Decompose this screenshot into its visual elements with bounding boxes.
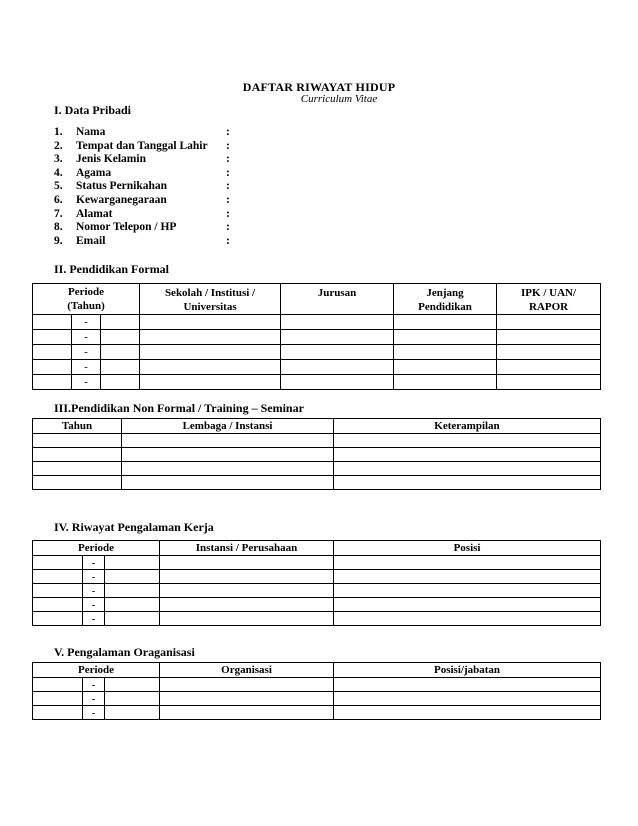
table-cell[interactable] [160,570,334,584]
field-label: Kewarganegaraan [76,194,167,206]
pengalaman-kerja-table [32,540,601,626]
header-lembaga: Lembaga / Instansi [122,419,334,434]
table-cell[interactable] [33,476,122,490]
section-organisasi-title: V. Pengalaman Oraganisasi [54,645,195,659]
table-row [33,556,601,570]
field-number: 6. [54,194,63,206]
table-cell[interactable] [334,476,601,490]
table-cell[interactable] [334,462,601,476]
field-row [54,180,230,194]
table-cell[interactable] [334,448,601,462]
table-cell[interactable] [497,360,601,375]
table-cell[interactable]: - [72,315,101,330]
table-cell[interactable] [33,706,83,720]
table-cell[interactable] [497,330,601,345]
table-cell[interactable] [160,678,334,692]
table-row [33,692,601,706]
table-cell[interactable] [334,570,601,584]
table-cell[interactable] [281,330,394,345]
table-row [33,678,601,692]
table-cell[interactable] [334,598,601,612]
field-row [54,194,230,208]
table-cell[interactable] [140,315,281,330]
table-cell[interactable] [160,598,334,612]
pendidikan-non-formal-table [32,418,601,490]
table-cell[interactable] [105,678,160,692]
table-cell[interactable] [334,434,601,448]
table-cell[interactable] [122,476,334,490]
table-row [33,345,601,360]
field-colon: : [226,153,230,166]
section-pendidikan-formal-title: II. Pendidikan Formal [54,262,170,276]
table-cell[interactable] [33,678,83,692]
field-colon: : [226,166,230,179]
header-periode: Periode (Tahun) [33,284,140,315]
header-periode: Periode [33,663,160,678]
table-cell[interactable]: - [72,375,101,390]
table-cell[interactable] [334,584,601,598]
table-cell[interactable] [281,345,394,360]
table-cell[interactable] [105,556,160,570]
table-cell[interactable]: - [83,612,105,626]
table-cell[interactable] [101,375,140,390]
header-keterampilan: Keterampilan [334,419,601,434]
table-cell[interactable] [160,612,334,626]
table-cell[interactable]: - [83,706,105,720]
table-cell[interactable] [394,375,497,390]
table-cell[interactable]: - [83,570,105,584]
table-cell[interactable]: - [83,678,105,692]
field-colon: : [226,180,230,193]
field-row [54,153,230,167]
table-cell[interactable] [122,448,334,462]
table-cell[interactable] [160,692,334,706]
table-cell[interactable] [105,612,160,626]
table-cell[interactable] [105,706,160,720]
field-colon: : [226,194,230,206]
field-row [54,167,230,181]
table-cell[interactable] [334,706,601,720]
table-row [33,448,601,462]
field-row [54,235,230,249]
field-row [54,221,230,235]
table-cell[interactable]: - [83,598,105,612]
table-cell[interactable] [394,330,497,345]
field-number: 8. [54,221,63,234]
table-row [33,706,601,720]
field-label: Email [76,234,106,247]
table-cell[interactable] [334,692,601,706]
field-label: Status Pernikahan [76,180,168,193]
pendidikan-formal-table [32,283,601,390]
header-periode: Periode [33,541,160,556]
field-label: Agama [76,166,112,179]
document-subtitle: Curriculum Vitae [300,93,378,105]
table-cell[interactable] [140,360,281,375]
table-cell[interactable] [33,570,83,584]
table-cell[interactable] [334,678,601,692]
section-pengalaman-kerja-title: IV. Riwayat Pengalaman Kerja [54,520,214,534]
table-row [33,330,601,345]
table-cell[interactable] [33,345,72,360]
table-cell[interactable] [105,598,160,612]
table-cell[interactable] [101,315,140,330]
field-colon: : [226,234,230,247]
field-number: 5. [54,180,63,193]
table-cell[interactable] [105,584,160,598]
field-label: Jenis Kelamin [76,153,146,166]
table-cell[interactable] [394,345,497,360]
table-cell[interactable] [33,360,72,375]
table-cell[interactable] [497,345,601,360]
field-number: 2. [54,139,63,152]
table-cell[interactable] [160,556,334,570]
document-title: DAFTAR RIWAYAT HIDUP [242,80,396,94]
table-row [33,476,601,490]
table-cell[interactable] [497,315,601,330]
table-cell[interactable] [33,584,83,598]
table-cell[interactable] [394,315,497,330]
table-cell[interactable] [33,692,83,706]
field-number: 7. [54,207,63,220]
table-row [33,315,601,330]
field-label: Nomor Telepon / HP [76,221,177,234]
pengalaman-organisasi-table [32,662,601,720]
field-row [54,126,230,140]
table-row [33,570,601,584]
table-cell[interactable] [140,330,281,345]
table-row [33,360,601,375]
field-row [54,208,230,222]
table-cell[interactable]: - [72,360,101,375]
table-cell[interactable] [122,462,334,476]
table-cell[interactable]: - [72,330,101,345]
header-tahun: Tahun [33,419,122,434]
table-row [33,462,601,476]
field-colon: : [226,221,230,234]
header-instansi: Instansi / Perusahaan [160,541,334,556]
field-number: 9. [54,234,63,247]
field-label: Tempat dan Tanggal Lahir [76,139,208,152]
table-cell[interactable] [33,556,83,570]
table-cell[interactable]: - [83,584,105,598]
header-posisi-jabatan: Posisi/jabatan [334,663,601,678]
table-cell[interactable] [122,434,334,448]
field-number: 3. [54,153,63,166]
table-cell[interactable] [160,706,334,720]
table-cell[interactable] [394,360,497,375]
header-organisasi: Organisasi [160,663,334,678]
table-cell[interactable] [101,330,140,345]
table-cell[interactable] [33,598,83,612]
section-data-pribadi-title: I. Data Pribadi [54,103,132,117]
table-cell[interactable] [281,360,394,375]
table-cell[interactable]: - [83,556,105,570]
table-cell[interactable] [497,375,601,390]
table-cell[interactable] [140,375,281,390]
header-ipk: IPK / UAN/ RAPOR [497,284,601,315]
table-cell[interactable] [33,375,72,390]
table-row [33,598,601,612]
header-jenjang: Jenjang Pendidikan [394,284,497,315]
table-row [33,375,601,390]
field-row [54,140,230,154]
table-row [33,434,601,448]
field-label: Alamat [76,207,113,220]
field-colon: : [226,207,230,220]
table-cell[interactable] [105,570,160,584]
field-number: 4. [54,166,63,179]
table-cell[interactable] [33,462,122,476]
table-cell[interactable] [160,584,334,598]
header-posisi: Posisi [334,541,601,556]
table-cell[interactable] [334,556,601,570]
table-cell[interactable] [281,375,394,390]
table-cell[interactable] [281,315,394,330]
field-colon: : [226,139,230,152]
table-cell[interactable] [334,612,601,626]
header-jurusan: Jurusan [281,284,394,315]
table-row [33,584,601,598]
table-cell[interactable] [33,315,72,330]
table-cell[interactable] [33,434,122,448]
table-cell[interactable] [105,692,160,706]
table-row [33,612,601,626]
header-sekolah: Sekolah / Institusi / Universitas [140,284,281,315]
table-cell[interactable] [140,345,281,360]
field-label: Nama [76,126,106,138]
table-cell[interactable] [101,345,140,360]
table-cell[interactable] [33,612,83,626]
field-colon: : [226,126,230,138]
table-cell[interactable] [33,448,122,462]
table-cell[interactable] [33,330,72,345]
table-cell[interactable]: - [83,692,105,706]
table-cell[interactable] [101,360,140,375]
section-non-formal-title: III.Pendidikan Non Formal / Training – Seminar [54,401,304,415]
table-cell[interactable]: - [72,345,101,360]
field-number: 1. [54,126,63,138]
